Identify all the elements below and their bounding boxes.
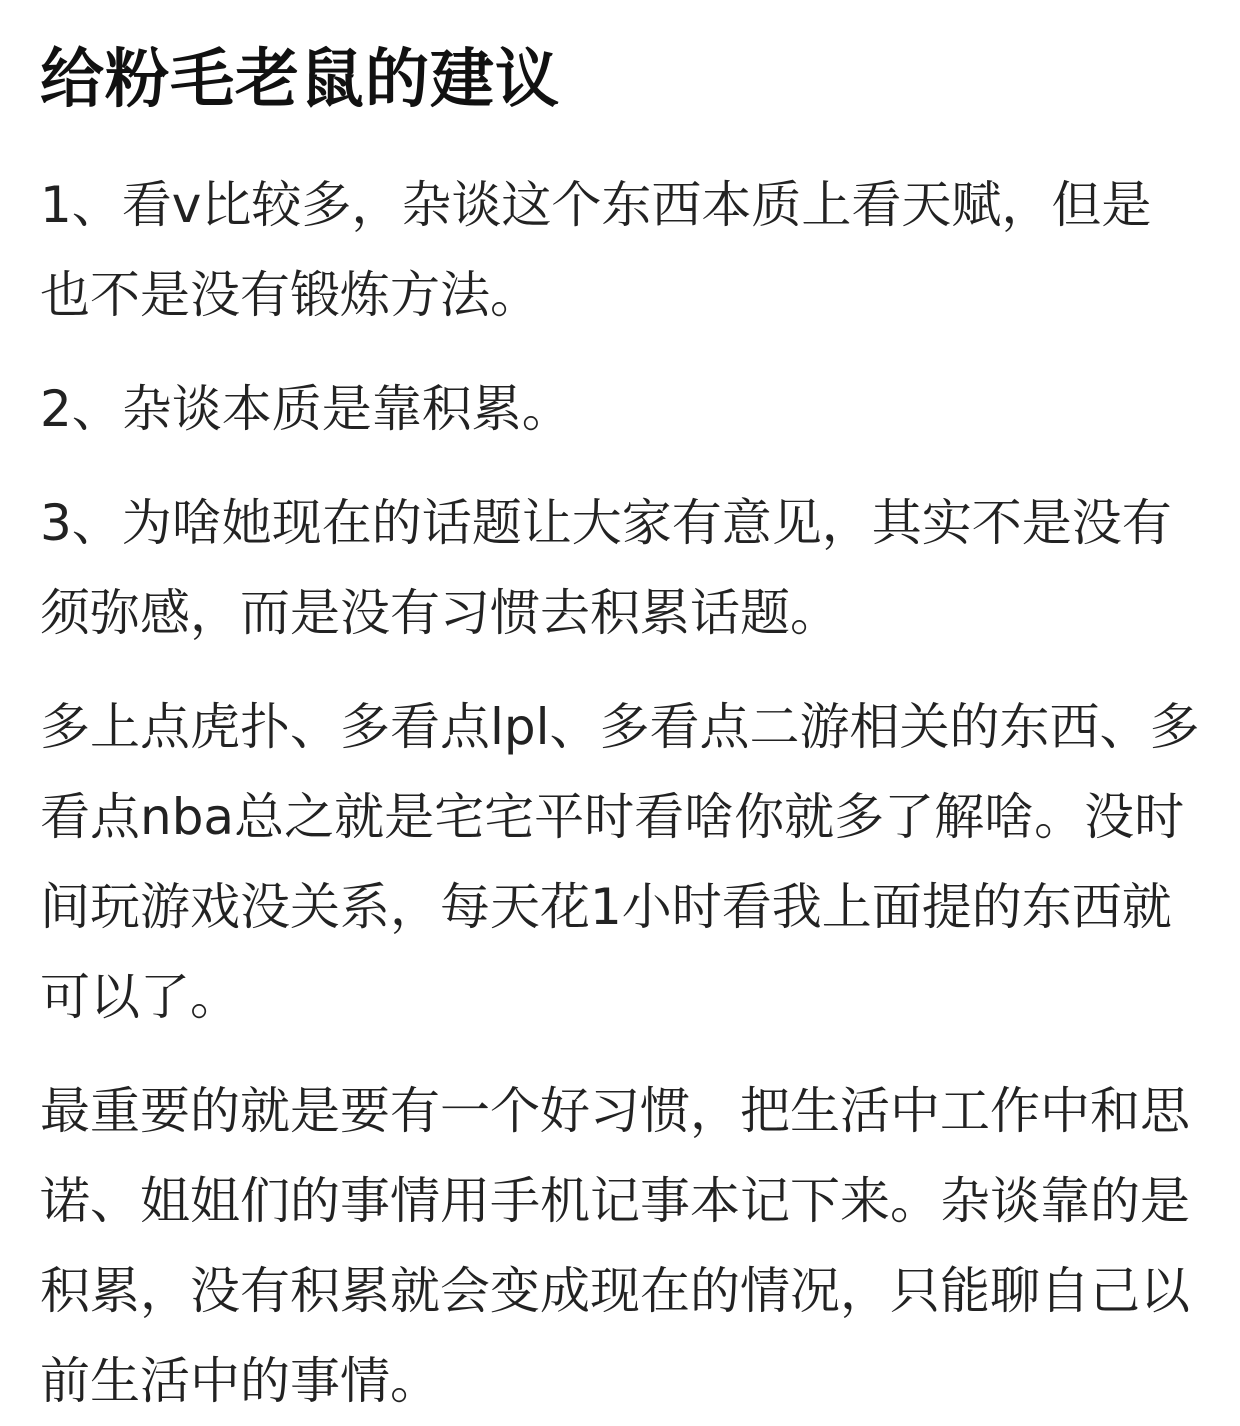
paragraph-3: 3、为啥她现在的话题让大家有意见，其实不是没有须弥感，而是没有习惯去积累话题。 (40, 494, 1172, 642)
paragraph-5: 最重要的就是要有一个好习惯，把生活中工作中和思诺、姐姐们的事情用手机记事本记下来。杂谈靠的是积累，没有积累就会变成现在的情况，只能聊自己以前生活中的事情。 (40, 1082, 1190, 1410)
paragraph-2: 2、杂谈本质是靠积累。 (40, 380, 572, 438)
article-title: 给粉毛老鼠的建议 (40, 43, 560, 117)
paragraph-4: 多上点虎扑、多看点lpl、多看点二游相关的东西、多看点nba总之就是宅宅平时看啥你就多了解啥。没时间玩游戏没关系，每天花1小时看我上面提的东西就可以了。 (40, 698, 1200, 1026)
paragraph-1: 1、看v比较多，杂谈这个东西本质上看天赋，但是也不是没有锻炼方法。 (40, 176, 1152, 324)
